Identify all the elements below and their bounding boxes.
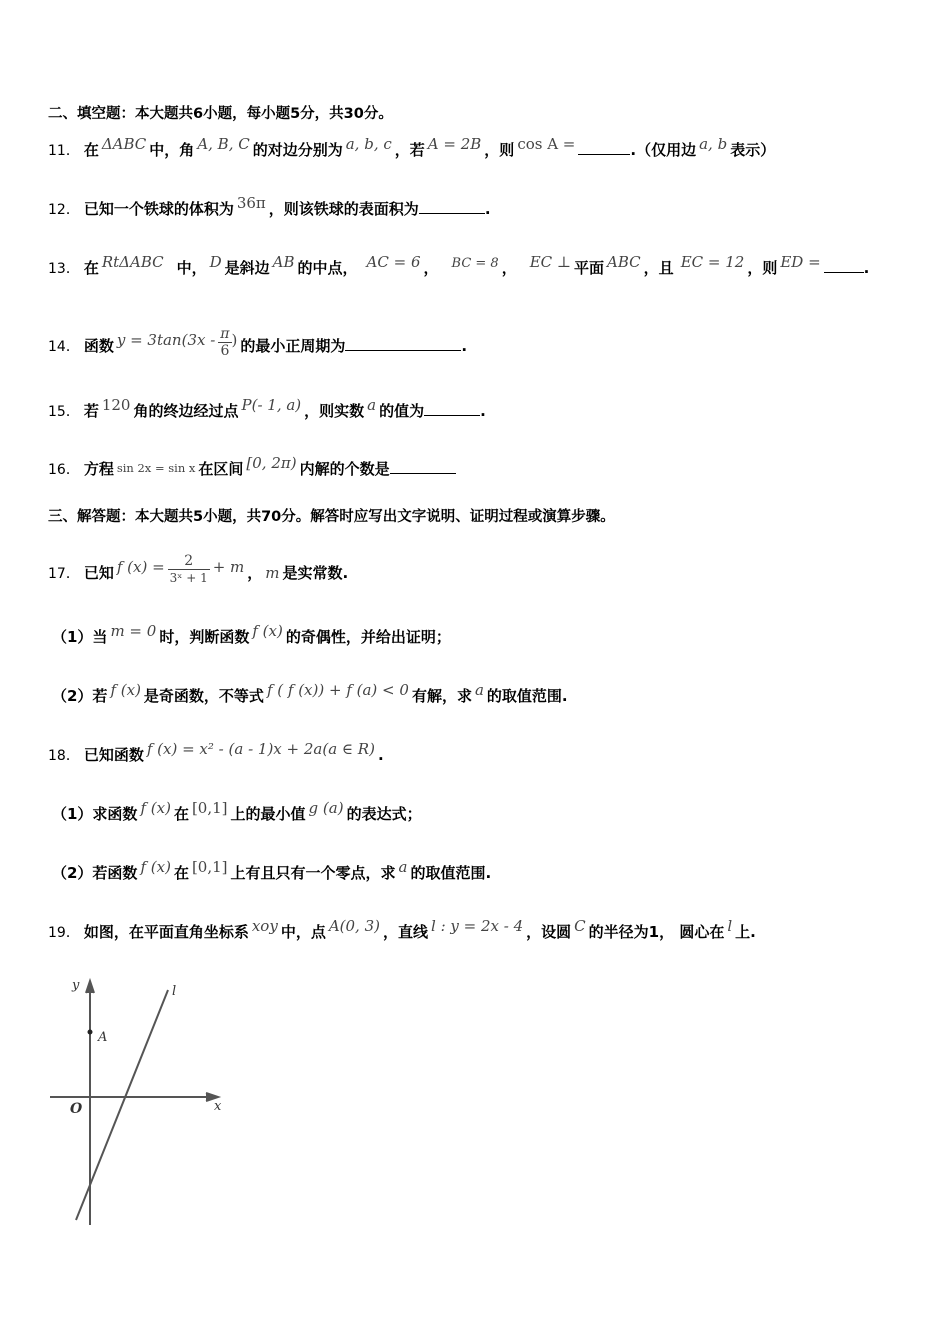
text: 在 [83, 259, 99, 277]
math: a [398, 858, 408, 876]
math: f (x) = [116, 558, 165, 576]
math: AB [272, 253, 295, 271]
question-13 [48, 253, 870, 280]
text: ，设圆 [526, 923, 572, 941]
text: . [863, 259, 870, 277]
math: ED = [780, 253, 821, 271]
math: P(- 1, a) [241, 396, 302, 414]
point-a-label: A [98, 1030, 108, 1045]
text: ， 圆心在 [659, 923, 725, 941]
text: 在 [83, 141, 99, 159]
text: ，直线 [383, 923, 429, 941]
numerator: 2 [168, 553, 210, 570]
text: 1 [648, 923, 660, 941]
math: AC = 6 [366, 253, 421, 271]
fill-in-section-header: 二、填空题：本大题共6小题，每小题5分，共30分。 [48, 106, 393, 122]
math: A(0, 3) [328, 917, 380, 935]
text: 是实常数. [282, 564, 349, 582]
math: A = 2B [427, 135, 482, 153]
text: 时，判断函数 [159, 628, 250, 646]
text: 的取值范围. [410, 864, 492, 882]
question-18-part-2 [52, 858, 492, 883]
math: + m [212, 558, 245, 576]
text: 角的终边经过点 [133, 402, 239, 420]
fraction [168, 553, 210, 586]
math: y = 3tan(3x - [116, 331, 216, 349]
text: 方程 [83, 460, 114, 478]
question-number: 14． [48, 339, 80, 355]
answer-blank[interactable] [419, 199, 485, 214]
math: l : y = 2x - 4 [431, 917, 524, 935]
math: sin 2x = sin x [116, 461, 196, 475]
text: ，则 [747, 259, 778, 277]
math: cos A = [517, 135, 576, 153]
question-number: 11． [48, 143, 80, 159]
text: 在 [173, 864, 189, 882]
text: 的最小正周期为 [240, 337, 346, 355]
text: 已知函数 [83, 746, 144, 764]
text: ， [423, 259, 439, 277]
denominator: 3ˣ + 1 [169, 571, 208, 585]
text: 有解，求 [411, 687, 472, 705]
text: 的取值范围. [486, 687, 568, 705]
question-14 [48, 326, 468, 363]
solve-section-header: 三、解答题：本大题共5小题，共70分。解答时应写出文字说明、证明过程或演算步骤。 [48, 509, 615, 525]
math: f (x) [140, 858, 171, 876]
text: 中，角 [149, 141, 195, 159]
math: f (x) [140, 799, 171, 817]
text: ，则 [484, 141, 515, 159]
text: 上的最小值 [230, 805, 306, 823]
text: . [461, 337, 468, 355]
answer-blank[interactable] [390, 459, 456, 474]
y-axis-label: y [72, 978, 80, 993]
text: ，若 [394, 141, 425, 159]
math: a [367, 396, 377, 414]
text: . [377, 746, 384, 764]
line-l-label: l [172, 984, 177, 999]
math: f ( f (x)) + f (a) < 0 [266, 681, 409, 699]
text: 如图，在平面直角坐标系 [83, 923, 249, 941]
math: a [474, 681, 484, 699]
text: 若 [83, 402, 99, 420]
text: ，则该铁球的表面积为 [268, 200, 419, 218]
text: 内解的个数是 [299, 460, 390, 478]
part-label: （2）若函数 [52, 864, 138, 882]
math: f (x) [110, 681, 141, 699]
math: a, b [699, 135, 728, 153]
math: RtΔABC [101, 253, 164, 271]
part-label: （1）求函数 [52, 805, 138, 823]
question-18-part-1 [52, 799, 422, 824]
math: f (x) = x² - (a - 1)x + 2a(a ∈ R) [146, 740, 375, 758]
text: 已知 [83, 564, 114, 582]
text: 的奇偶性，并给出证明； [285, 628, 451, 646]
text: 中，点 [280, 923, 326, 941]
numerator: π [220, 326, 230, 342]
text: 的中点， [297, 259, 358, 277]
math: 36π [236, 194, 266, 212]
question-16 [48, 454, 456, 480]
text: . [480, 402, 486, 420]
math: xoy [251, 917, 278, 935]
math: g (a) [308, 799, 344, 817]
y-axis-arrow [86, 981, 94, 993]
math: 120 [101, 396, 131, 414]
question-11 [48, 135, 776, 161]
x-axis-label: x [214, 1099, 222, 1114]
text: ，且 [643, 259, 674, 277]
question-17-part-1 [52, 622, 451, 647]
text: 上有且只有一个零点，求 [230, 864, 396, 882]
question-12 [48, 194, 491, 220]
text: 在区间 [198, 460, 244, 478]
math: EC = 12 [680, 253, 745, 271]
text: . [484, 200, 491, 218]
math: A, B, C [197, 135, 250, 153]
math: [0,1] [191, 799, 228, 817]
math: D [209, 253, 222, 271]
answer-blank[interactable] [424, 401, 480, 416]
text: ， [247, 564, 263, 582]
math: [0, 2π) [246, 454, 297, 472]
math: [0,1] [191, 858, 228, 876]
text: 中， [176, 259, 207, 277]
question-number: 13． [48, 261, 80, 277]
question-number: 16． [48, 462, 80, 478]
question-17 [48, 553, 349, 590]
math: ABC [607, 253, 641, 271]
math: a, b, c [345, 135, 392, 153]
text: 是奇函数，不等式 [143, 687, 264, 705]
part-label: （1）当 [52, 628, 108, 646]
math: BC = 8 [451, 256, 499, 271]
text: 表示） [730, 141, 776, 159]
math: EC ⊥ [529, 253, 572, 271]
origin-label: O [70, 1101, 83, 1117]
question-number: 17． [48, 566, 80, 582]
question-18 [48, 740, 384, 766]
math: f (x) [252, 622, 283, 640]
question-19 [48, 917, 756, 943]
text: 的对边分别为 [252, 141, 343, 159]
math: ΔABC [101, 135, 147, 153]
text: 上. [735, 923, 756, 941]
answer-blank[interactable] [345, 336, 461, 351]
text: ，则实数 [304, 402, 365, 420]
text: 平面 [574, 259, 605, 277]
fraction [218, 326, 231, 359]
text: .（仅用边 [630, 141, 697, 159]
math: C [574, 917, 586, 935]
text: 是斜边 [224, 259, 270, 277]
question-number: 19． [48, 925, 80, 941]
question-15 [48, 396, 486, 422]
answer-blank[interactable] [824, 258, 864, 273]
math: m = 0 [110, 622, 157, 640]
part-label: （2）若 [52, 687, 108, 705]
answer-blank[interactable] [578, 140, 630, 155]
math: m [265, 564, 280, 582]
text: 已知一个铁球的体积为 [83, 200, 234, 218]
text: 的半径为 [588, 923, 649, 941]
text: 在 [173, 805, 189, 823]
point-a-dot [88, 1030, 93, 1035]
text: 的值为 [379, 402, 425, 420]
text: 函数 [83, 337, 114, 355]
question-number: 12． [48, 202, 80, 218]
text: 的表达式； [346, 805, 422, 823]
math: l [727, 917, 733, 935]
text: ， [501, 259, 517, 277]
coordinate-figure [40, 975, 240, 1230]
question-17-part-2 [52, 681, 568, 706]
question-number: 18． [48, 748, 80, 764]
math: ) [231, 331, 238, 349]
question-number: 15． [48, 404, 80, 420]
denominator: 6 [220, 343, 230, 359]
